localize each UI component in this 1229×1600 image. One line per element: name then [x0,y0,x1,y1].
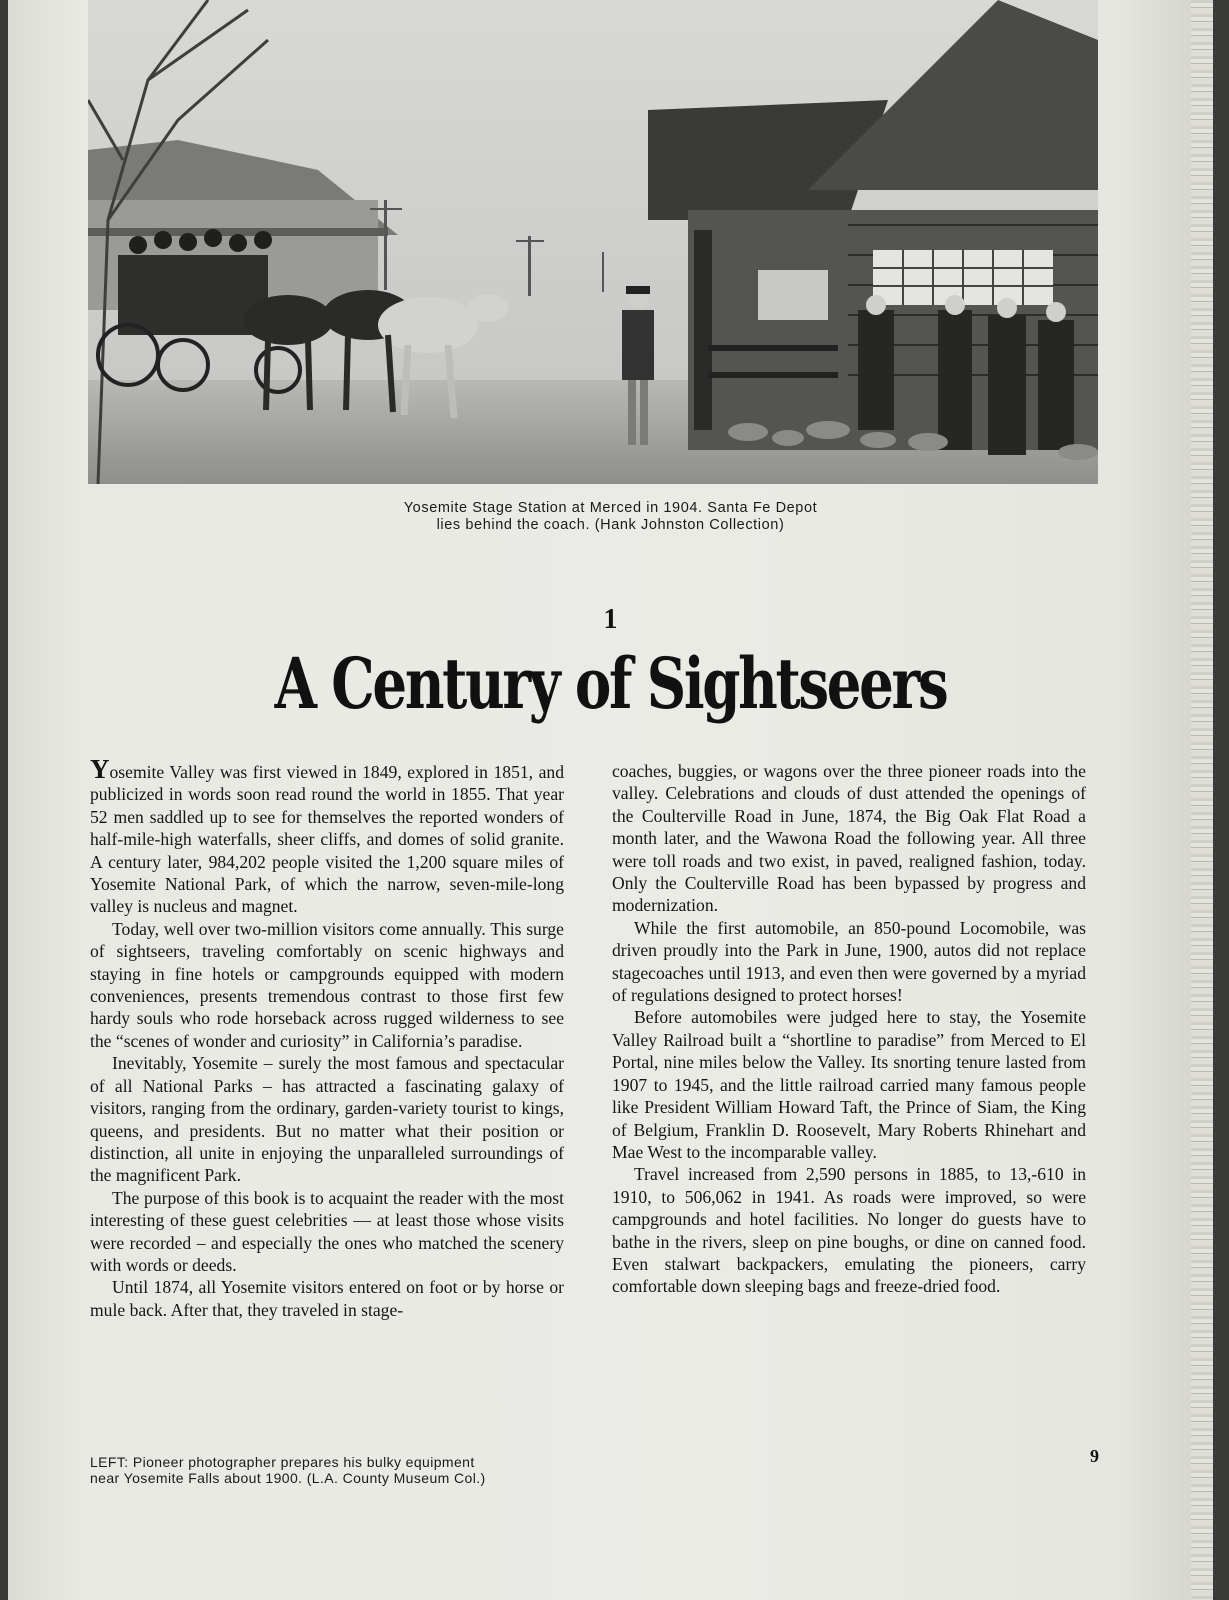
caption-line-2: lies behind the coach. (Hank Johnston Collection) [436,517,785,533]
paragraph: Travel increased from 2,590 persons in 1885, to 13,-610 in 1910, to 506,062 in 1941. As roads were improved, so were campgrounds and hotel facilities. No longer do guests have to bathe in the rivers, sleep on pine boughs, or dine on canned food. Even stalwart backpackers, emulating the pioneers, carry comfortable down sleeping bags and freeze-dried food. [612,1164,1086,1297]
chapter-number: 1 [603,604,618,635]
paragraph: Before automobiles were judged here to stay, the Yosemite Valley Railroad built a “shortline to paradise” from Merced to El Portal, nine miles below the Valley. Its snorting tenure lasted from 1907 to 1945, and the little railroad carried many famous people like President William Howard Taft, the Prince of Siam, the King of Belgium, Franklin D. Roosevelt, Mary Roberts Rhinehart and Mae West to the incomparable valley. [612,1007,1086,1162]
left-note-line-2: near Yosemite Falls about 1900. (L.A. County Museum Col.) [90,1470,486,1486]
left-note-line-1: LEFT: Pioneer photographer prepares his bulky equipment [90,1454,475,1470]
caption-line-1: Yosemite Stage Station at Merced in 1904. Santa Fe Depot [403,500,818,516]
paragraph: coaches, buggies, or wagons over the three pioneer roads into the valley. Celebrations and clouds of dust attended the openings of the Coulterville Road in June, 1874, the Big Oak Flat Road a month later, and the Wawona Road the following year. All three were toll roads and two exist, in paved, realigned fashion, today. Only the Coulterville Road has been bypassed by progress and modernization. [612,761,1086,916]
left-page-caption [90,1454,570,1486]
paragraph-text: osemite Valley was first viewed in 1849, explored in 1851, and publicized in words soon read round the world in 1855. That year 52 men saddled up to see for themselves the reported wonders of half-mile-high waterfalls, sheer cliffs, and domes of solid granite. A century later, 984,202 people visited the 1,200 square miles of Yosemite National Park, of which the narrow, seven-mile-long valley is nucleus and magnet. [90,762,564,917]
paragraph: Until 1874, all Yosemite visitors entered on foot or by horse or mule back. After that, they traveled in stage- [90,1277,564,1320]
chapter-title: A Century of Sightseers [274,642,947,725]
page-edge [1191,0,1213,1600]
drop-cap: Y [90,754,110,784]
paragraph: While the first automobile, an 850-pound Locomobile, was driven proudly into the Park in June, 1900, autos did not replace stagecoaches until 1913, and even then were governed by a myriad of regulations designed to protect horses! [612,917,1086,1006]
right-text-column [612,760,1086,1298]
paragraph [90,754,564,918]
left-text-column [90,754,564,1321]
page-number: 9 [1090,1446,1099,1466]
historic-photo [88,0,1098,484]
paragraph: Today, well over two-million visitors come annually. This surge of sightseers, traveling comfortably on scenic highways and staying in fine hotels or campgrounds equipped with modern conveniences, presents tremendous contrast to those first few hardy souls who rode horseback across rugged wilderness to see the “scenes of wonder and curiosity” in California’s paradise. [90,918,564,1051]
photo-caption [8,500,1213,534]
paragraph: The purpose of this book is to acquaint the reader with the most interesting of these guest celebrities — at least those whose visits were recorded – and especially the ones who matched the scenery with words or deeds. [90,1187,564,1275]
book-page [8,0,1213,1600]
paragraph: Inevitably, Yosemite – surely the most famous and spectacular of all National Parks – has attracted a fascinating galaxy of visitors, ranging from the ordinary, garden-variety tourist to kings, queens, and presidents. But no matter what their position or distinction, all unite in enjoying the unparalleled surroundings of the magnificent Park. [90,1053,564,1186]
